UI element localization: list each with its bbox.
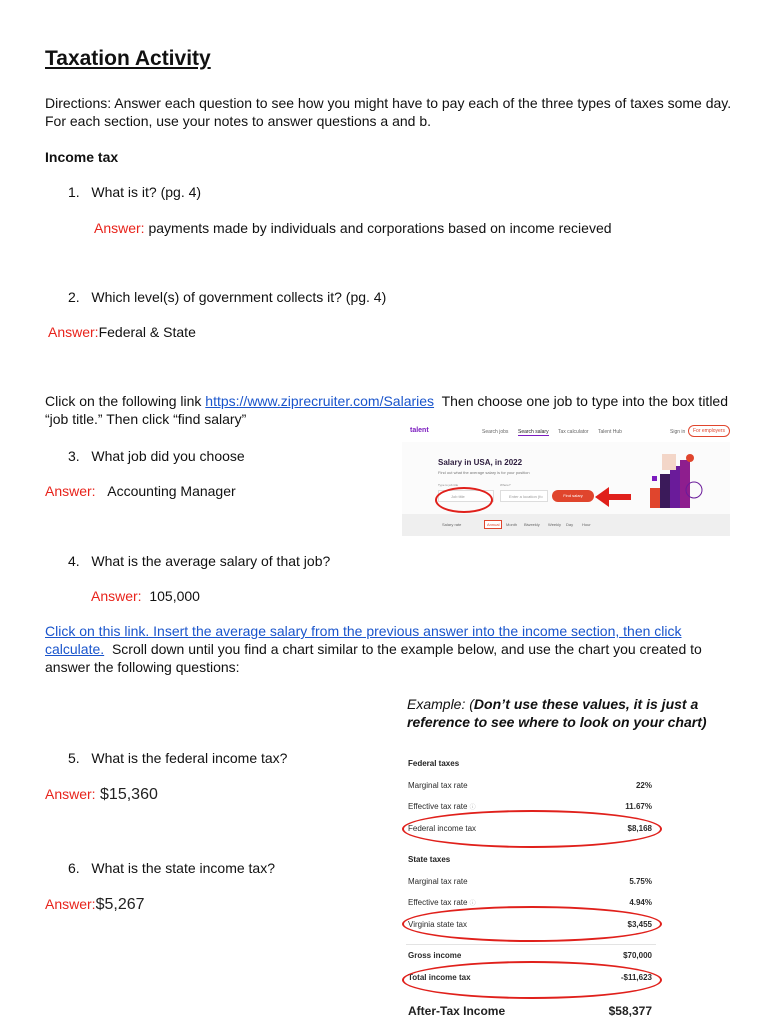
page-title: Taxation Activity: [45, 47, 211, 70]
bar-illustration: [648, 452, 708, 508]
answer-label: Answer:: [94, 220, 145, 236]
example-note: Example: (Don’t use these values, it is just a reference to see where to look on your chart): [407, 696, 707, 730]
salary-rate-strip: Salary rate Annual Month Biweekly Weekly Day Hour: [402, 514, 730, 536]
state-marginal-row: Marginal tax rate 5.75%: [408, 877, 652, 886]
highlight-ellipse: [402, 906, 662, 942]
screenshot-heading: Salary in USA, in 2022: [438, 458, 523, 467]
answer-4: Answer: 105,000: [91, 588, 200, 604]
state-effective-row: Effective tax rate ⓘ 4.94%: [408, 898, 652, 907]
calculate-paragraph: Click on this link. Insert the average salary from the previous answer into the income section, then click calculate. Scroll down until you find a chart similar to the example below, and use the chart you created to answer the following questions:: [45, 623, 702, 675]
answer-label: Answer:: [45, 786, 96, 802]
answer-2: Answer:Federal & State: [48, 324, 196, 340]
income-tax-heading: Income tax: [45, 149, 119, 165]
federal-effective-row: Effective tax rate ⓘ 11.67%: [408, 802, 652, 811]
link-paragraph: Click on the following link https://www.ziprecruiter.com/Salaries Then choose one job to type into the box titled “job title.” Then click “find salary”: [45, 393, 728, 427]
find-salary-button: Find salary: [552, 490, 594, 502]
highlight-ellipse: [402, 810, 662, 848]
gross-income-row: Gross income $70,000: [408, 951, 652, 960]
ziprecruiter-link[interactable]: https://www.ziprecruiter.com/Salaries: [205, 393, 435, 409]
answer-label: Answer:: [45, 483, 96, 499]
divider: [406, 944, 656, 945]
screenshot-subheading: Find out what the average salary is for your position: [438, 470, 530, 475]
question-6: 6. What is the state income tax?: [68, 860, 275, 876]
answer-6: Answer:$5,267: [45, 896, 145, 913]
screenshot-nav: talent Search jobs Search salary Tax calculator Talent Hub Sign in For employers: [402, 420, 730, 442]
federal-marginal-row: Marginal tax rate 22%: [408, 781, 652, 790]
talent-logo: talent: [410, 427, 429, 434]
ziprecruiter-screenshot: talent Search jobs Search salary Tax calculator Talent Hub Sign in For employers Salary in USA, in 2022 Find out what the average salary is for your position Type to job title Where? Job title Enter a location (fo Find salary Salary rate Annual Month Biweekly Weekly Day Hour: [402, 420, 730, 536]
question-3: 3. What job did you choose: [68, 448, 245, 464]
answer-label: Answer:: [45, 896, 96, 912]
question-2: 2. Which level(s) of government collects it? (pg. 4): [68, 289, 387, 305]
total-income-tax-row: Total income tax -$11,623: [408, 973, 652, 982]
calculate-link[interactable]: Click on this link. Insert the average salary from the previous answer into the income section, then click calculate.: [45, 623, 682, 657]
directions: Directions: Answer each question to see how you might have to pay each of the three types of taxes some day. For each section, use your notes to answer questions a and b.: [45, 95, 732, 129]
answer-1: Answer: payments made by individuals and corporations based on income recieved: [94, 220, 612, 236]
arrow-icon: [595, 486, 631, 508]
info-icon: ⓘ: [469, 901, 476, 907]
answer-label: Answer:: [91, 588, 142, 604]
answer-label: Answer:: [48, 324, 99, 340]
after-tax-income-row: After-Tax Income $58,377: [408, 1004, 652, 1018]
info-icon: ⓘ: [469, 805, 476, 811]
question-4: 4. What is the average salary of that job?: [68, 553, 331, 569]
tax-breakdown-screenshot: [402, 748, 664, 1024]
virginia-state-tax-row: Virginia state tax $3,455: [408, 920, 652, 929]
question-1: 1. What is it? (pg. 4): [68, 184, 202, 200]
answer-3: Answer: Accounting Manager: [45, 483, 236, 499]
job-title-box: Job title: [438, 490, 494, 502]
location-box: Enter a location (fo: [500, 490, 548, 502]
answer-5: Answer: $15,360: [45, 786, 158, 803]
question-5: 5. What is the federal income tax?: [68, 750, 288, 766]
federal-taxes-heading: Federal taxes: [408, 759, 460, 768]
state-taxes-heading: State taxes: [408, 855, 451, 864]
federal-income-tax-row: Federal income tax $8,168: [408, 824, 652, 833]
highlight-ellipse: [402, 961, 662, 999]
highlight-ellipse: [435, 487, 493, 513]
